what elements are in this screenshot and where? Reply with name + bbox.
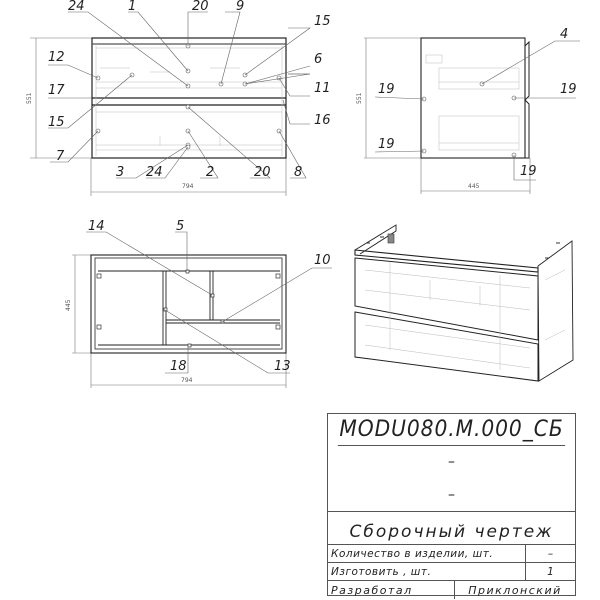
top-depth-dimension: 445: [65, 299, 72, 311]
callout-4: 4: [560, 27, 569, 42]
callout-3: 3: [116, 165, 125, 180]
callout-2: 2: [206, 165, 215, 180]
callout-14: 14: [88, 219, 105, 234]
callout-13: 13: [274, 359, 291, 374]
callout-19-a: 19: [378, 82, 395, 97]
blank-line-1: –: [448, 454, 455, 471]
callout-20: 20: [192, 0, 209, 14]
callout-10: 10: [314, 253, 331, 268]
side-view: [364, 38, 580, 194]
callout-9: 9: [236, 0, 245, 14]
quantity-row: [328, 545, 575, 563]
side-height-dimension: 551: [356, 92, 363, 104]
callout-6: 6: [314, 52, 323, 67]
callout-15: 15: [314, 14, 331, 29]
front-height-dimension: 551: [26, 92, 33, 104]
developer-value: Приклонский: [468, 583, 562, 597]
side-depth-dimension: 445: [468, 183, 480, 190]
quantity-label: Количество в изделии, шт.: [328, 545, 526, 562]
callout-1: 1: [128, 0, 137, 14]
document-name: Сборочный чертеж: [328, 512, 575, 545]
developer-row: [328, 581, 575, 599]
title-block: [327, 413, 576, 596]
callout-8: 8: [294, 165, 303, 180]
front-width-dimension: 794: [182, 183, 194, 190]
callout-24: 24: [68, 0, 85, 14]
manufacture-label: Изготовить , шт.: [328, 563, 526, 580]
quantity-value: –: [547, 547, 554, 560]
isometric-view: [355, 225, 573, 381]
callout-20b: 20: [254, 165, 271, 180]
manufacture-value: 1: [547, 565, 554, 578]
callout-5: 5: [176, 219, 185, 234]
blank-line-2: –: [448, 486, 455, 503]
top-view: [72, 232, 332, 388]
drawing-code: MODU080.M.000_СБ: [338, 414, 565, 446]
developer-label: Разработал: [328, 581, 455, 599]
title-blank-area: [328, 446, 575, 512]
callout-19-b: 19: [378, 137, 395, 152]
callout-24b: 24: [146, 165, 163, 180]
callout-16: 16: [314, 113, 331, 128]
callout-12: 12: [48, 50, 65, 65]
manufacture-row: [328, 563, 575, 581]
callout-11: 11: [314, 81, 331, 96]
callout-17: 17: [48, 83, 65, 98]
callout-19-d: 19: [520, 164, 537, 179]
top-width-dimension: 794: [181, 377, 193, 384]
callout-18: 18: [170, 359, 187, 374]
callout-19-c: 19: [560, 82, 577, 97]
callout-7: 7: [56, 149, 65, 164]
callout-15b: 15: [48, 115, 65, 130]
